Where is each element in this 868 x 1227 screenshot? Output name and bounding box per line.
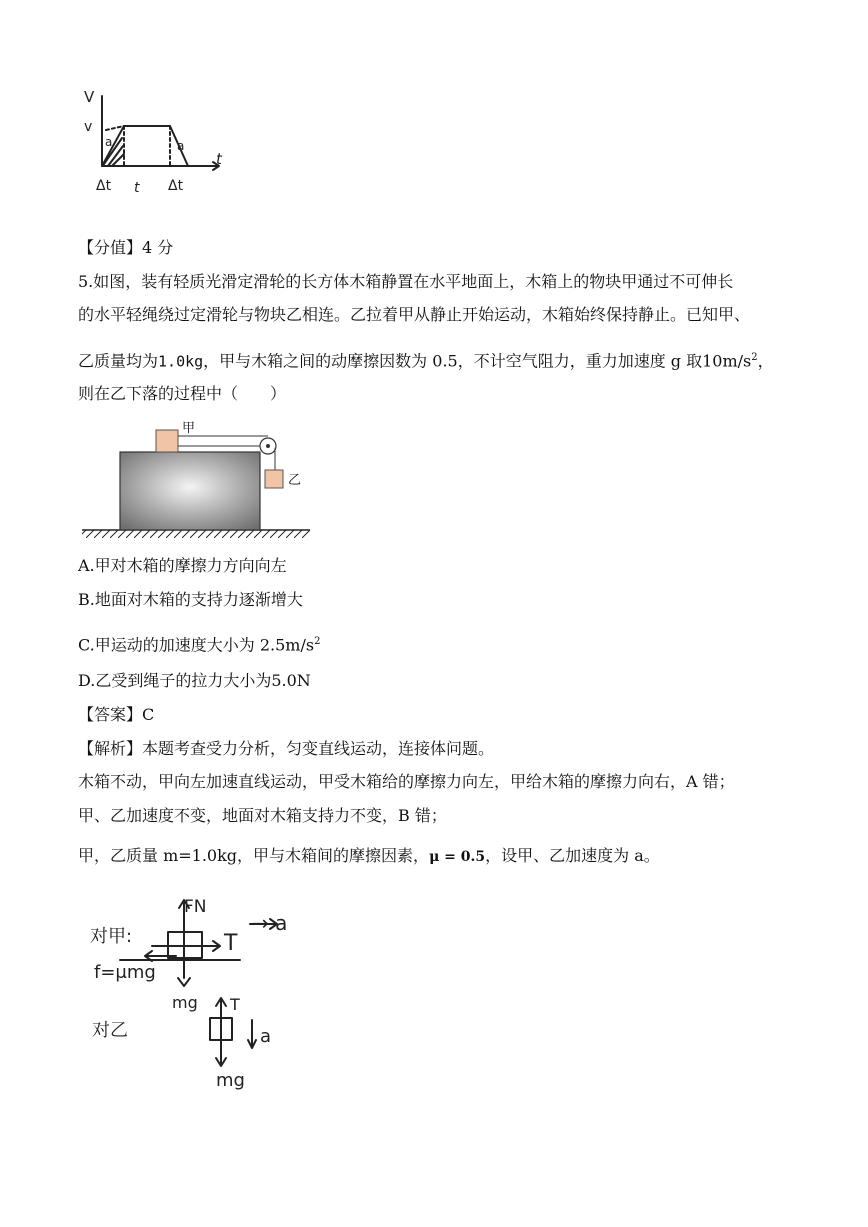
ground-hatching bbox=[82, 530, 310, 538]
g-exponent: 2 bbox=[751, 352, 758, 363]
hand-a-top: → a bbox=[252, 911, 288, 935]
question-line-2: 的水平轻绳绕过定滑轮与物块乙相连。乙拉着甲从静止开始运动，木箱始终保持静止。已知甲、 bbox=[78, 305, 751, 324]
t-mid-label: t bbox=[134, 180, 140, 196]
wooden-box bbox=[120, 452, 260, 530]
option-a-text: 甲对木箱的摩擦力方向向左 bbox=[94, 556, 287, 575]
block-jia bbox=[156, 430, 178, 452]
question-text-3b: ，甲与木箱之间的动摩擦因数为 0.5，不计空气阻力，重力加速度 g 取 bbox=[203, 351, 703, 371]
option-a-label: A. bbox=[78, 556, 95, 575]
hand-a-yi: a bbox=[260, 1026, 272, 1047]
option-b-text: 地面对木箱的支持力逐渐增大 bbox=[94, 590, 303, 609]
question-number: 5. bbox=[78, 272, 94, 291]
vt-graph-sketch bbox=[78, 86, 228, 198]
setup-figure bbox=[78, 418, 318, 542]
score-line bbox=[78, 237, 173, 259]
hand-for-yi: 对乙 bbox=[92, 1020, 128, 1041]
question-line-3 bbox=[78, 347, 774, 372]
option-d-label: D. bbox=[78, 671, 96, 690]
hand-friction: f=μmg bbox=[94, 962, 156, 983]
option-d-text: 乙受到绳子的拉力大小为5.0N bbox=[95, 671, 311, 690]
question-text-3a: 乙质量均为 bbox=[78, 351, 159, 371]
analysis-line-1: 木箱不动，甲向左加速直线运动，甲受木箱给的摩擦力向左，甲给木箱的摩擦力向右，A 错； bbox=[78, 772, 735, 791]
dt-left-label: Δt bbox=[96, 178, 112, 194]
label-jia: 甲 bbox=[182, 421, 196, 436]
answer-value: C bbox=[142, 705, 155, 724]
hand-t-top: T bbox=[224, 931, 238, 956]
a-right-label: a bbox=[177, 139, 185, 153]
v-level-label: v bbox=[84, 119, 93, 135]
option-c-text: 甲运动的加速度大小为 2.5m/s bbox=[94, 635, 315, 655]
mass-value: 1.0kg bbox=[158, 352, 204, 371]
option-c-exponent: 2 bbox=[314, 636, 321, 647]
analysis-text-3a: 甲，乙质量 m=1.0kg，甲与木箱间的摩擦因素， bbox=[78, 846, 430, 865]
g-value: 10m/s bbox=[702, 351, 752, 371]
analysis-label: 【解析】 bbox=[78, 739, 143, 758]
option-d bbox=[78, 670, 311, 692]
question-line-4: 则在乙下落的过程中（ ） bbox=[78, 384, 287, 403]
score-label: 【分值】 bbox=[78, 238, 143, 257]
answer-line bbox=[78, 704, 154, 726]
label-yi: 乙 bbox=[288, 473, 302, 488]
question-line-1 bbox=[78, 271, 733, 293]
option-b bbox=[78, 589, 303, 611]
question-text-1: 如图，装有轻质光滑定滑轮的长方体木箱静置在水平地面上，木箱上的物块甲通过不可伸长 bbox=[93, 272, 734, 291]
dt-right-label: Δt bbox=[168, 178, 184, 194]
v-axis-label: V bbox=[84, 88, 95, 106]
analysis-line-2: 甲、乙加速度不变，地面对木箱支持力不变，B 错； bbox=[78, 806, 447, 825]
option-c-label: C. bbox=[78, 635, 95, 655]
t-axis-label: t bbox=[216, 150, 222, 168]
hand-mg-yi: mg bbox=[216, 1070, 245, 1091]
hand-mg-top: mg bbox=[172, 993, 198, 1012]
analysis-intro-line bbox=[78, 738, 494, 760]
analysis-intro: 本题考查受力分析，匀变直线运动，连接体问题。 bbox=[142, 739, 495, 758]
force-diagram-handwritten bbox=[80, 886, 330, 1098]
pulley-axle bbox=[266, 444, 270, 448]
analysis-line-3 bbox=[78, 845, 660, 868]
score-value: 4 分 bbox=[142, 238, 174, 257]
hand-t-yi: T bbox=[230, 995, 240, 1014]
option-a bbox=[78, 555, 287, 577]
option-b-label: B. bbox=[78, 590, 95, 609]
block-yi bbox=[265, 470, 283, 488]
question-text-3c: ， bbox=[757, 351, 774, 371]
a-left-label: a bbox=[105, 135, 113, 149]
mu-value: μ = 0.5 bbox=[429, 849, 486, 865]
hand-for-jia: 对甲: bbox=[90, 926, 133, 947]
hand-fn: FN bbox=[184, 897, 207, 917]
option-c bbox=[78, 631, 320, 656]
analysis-text-3b: ，设甲、乙加速度为 a。 bbox=[485, 846, 660, 865]
answer-label: 【答案】 bbox=[78, 705, 143, 724]
